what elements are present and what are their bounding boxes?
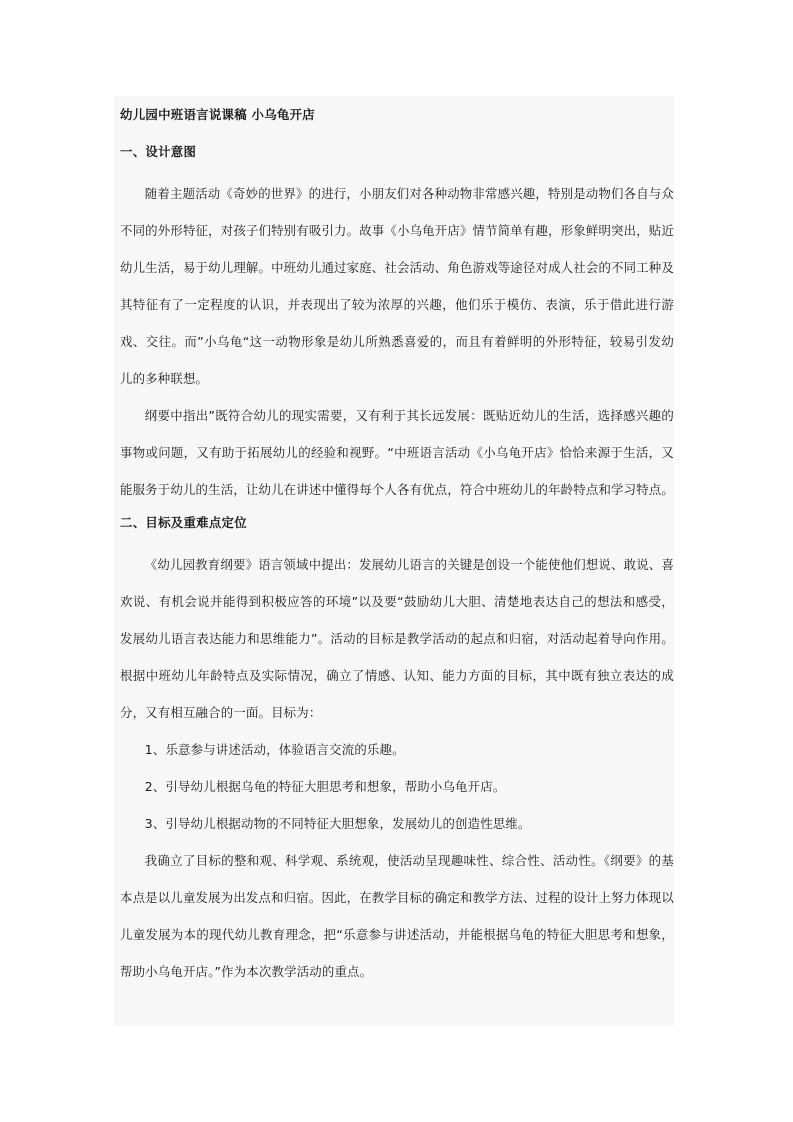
document-title: 幼儿园中班语言说课稿 小乌龟开店 — [120, 107, 315, 122]
section-heading-design-intent: 一、设计意图 — [120, 144, 197, 159]
paragraph: 纲要中指出”既符合幼儿的现实需要，又有利于其长远发展：既贴近幼儿的生活，选择感兴趣的事物或问题，又有助于拓展幼儿的经验和视野。“中班语言活动《小乌龟开店》恰恰来源于生活，又能服务于幼儿的生活，让幼儿在讲述中懂得每个人各有优点，符合中班幼儿的年龄特点和学习特点。 — [120, 408, 674, 497]
goal-item: 1、乐意参与讲述活动，体验语言交流的乐趣。 — [144, 742, 405, 757]
document-body — [120, 100, 674, 990]
paragraph: 随着主题活动《奇妙的世界》的进行，小朋友们对各种动物非常感兴趣，特别是动物们各自与众不同的外形特征，对孩子们特别有吸引力。故事《小乌龟开店》情节简单有趣，形象鲜明突出，贴近幼儿生活，易于幼儿理解。中班幼儿通过家庭、社会活动、角色游戏等途径对成人社会的不同工种及其特征有了一定程度的认识，并表现出了较为浓厚的兴趣，他们乐于模仿、表演，乐于借此进行游戏、交往。而”小乌龟“这一动物形象是幼儿所熟悉喜爱的，而且有着鲜明的外形特征，较易引发幼儿的多种联想。 — [120, 186, 674, 386]
paragraph: 《幼儿园教育纲要》语言领域中提出：发展幼儿语言的关键是创设一个能使他们想说、敢说、喜欢说、有机会说并能得到积极应答的环境”以及要“鼓励幼儿大胆、清楚地表达自己的想法和感受，发展幼儿语言表达能力和思维能力”。活动的目标是教学活动的起点和归宿，对活动起着导向作用。根据中班幼儿年龄特点及实际情况，确立了情感、认知、能力方面的目标，其中既有独立表达的成分，又有相互融合的一面。目标为： — [120, 557, 674, 720]
goal-item: 2、引导幼儿根据乌龟的特征大胆思考和想象，帮助小乌龟开店。 — [144, 779, 506, 794]
section-heading-goals: 二、目标及重难点定位 — [120, 515, 247, 530]
goal-item: 3、引导幼儿根据动物的不同特征大胆想象，发展幼儿的创造性思维。 — [144, 816, 531, 831]
paragraph: 我确立了目标的整和观、科学观、系统观，使活动呈现趣味性、综合性、活动性。《纲要》的基本点是以儿童发展为出发点和归宿。因此，在教学目标的确定和教学方法、过程的设计上努力体现以儿童发展为本的现代幼儿教育理念，把“乐意参与讲述活动，并能根据乌龟的特征大胆思考和想象，帮助小乌龟开店。”作为本次教学活动的重点。 — [120, 853, 674, 979]
